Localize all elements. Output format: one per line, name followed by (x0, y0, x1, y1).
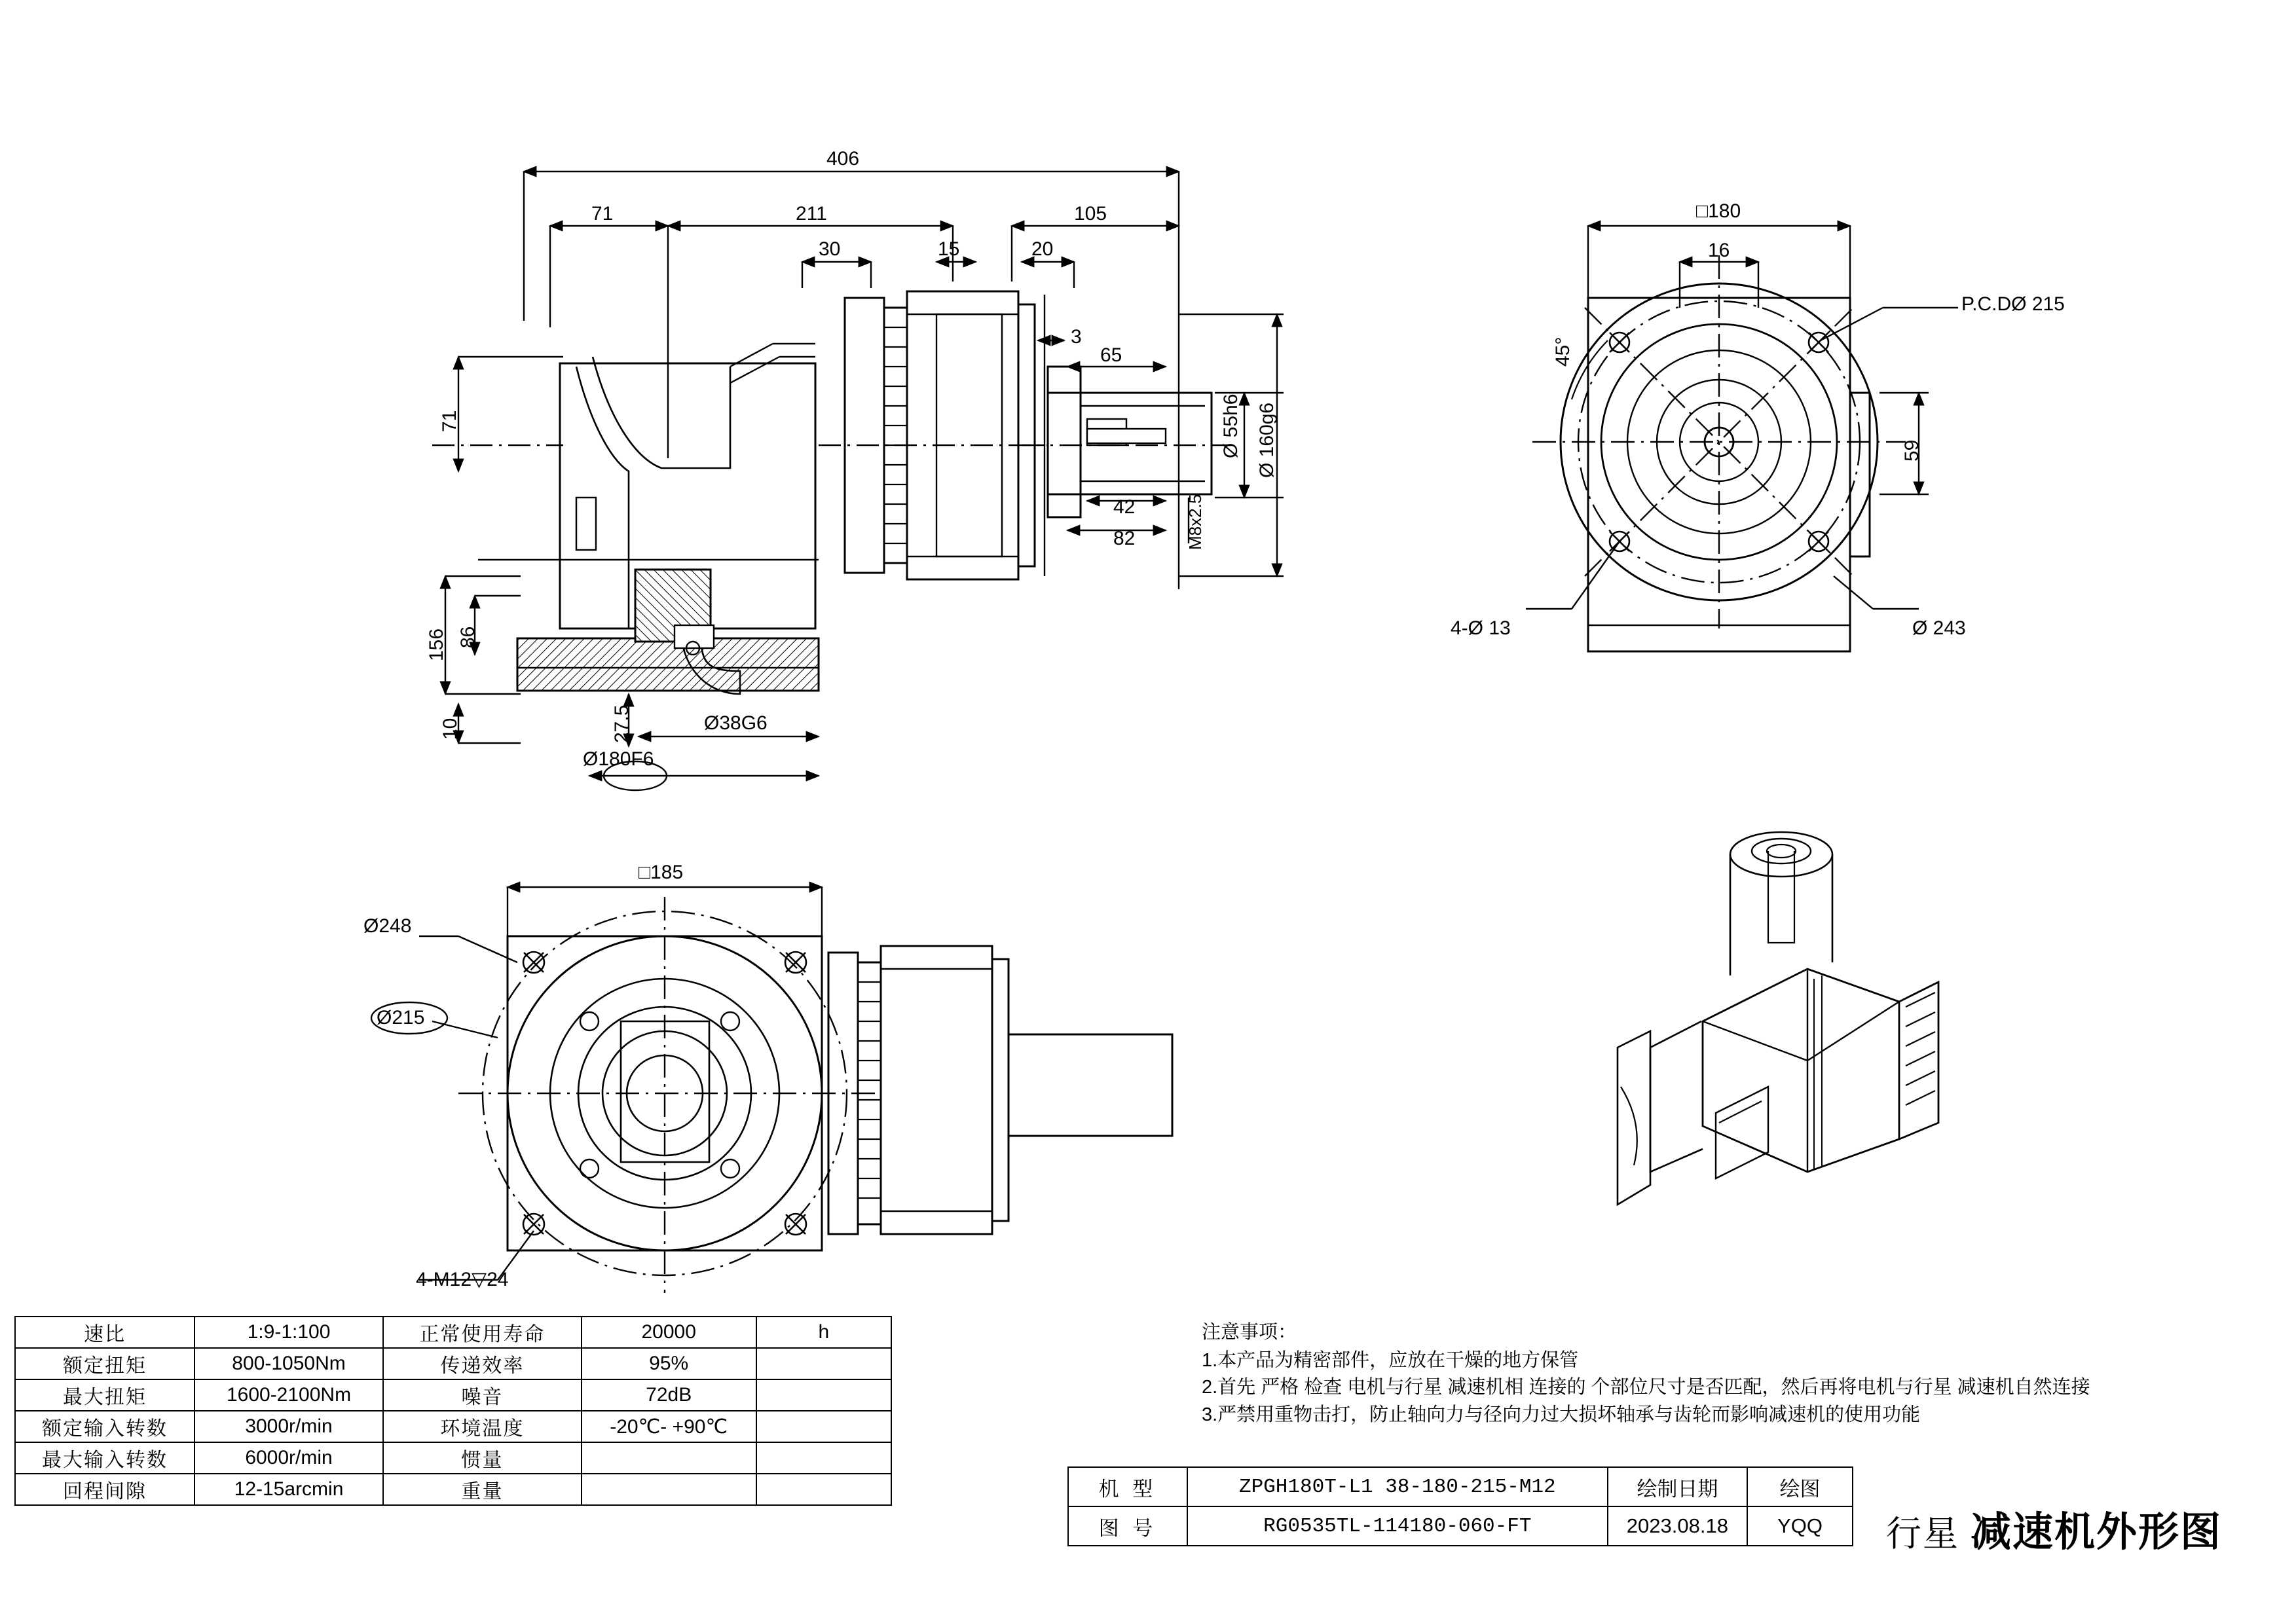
dim-55h6: Ø 55h6 (1220, 393, 1242, 458)
spec-unit (756, 1442, 891, 1474)
spec-key: 速比 (15, 1317, 194, 1348)
view-flange (371, 887, 1172, 1293)
spec-value: 800-1050Nm (194, 1348, 383, 1379)
dim-3: 3 (1071, 326, 1082, 348)
dim-248: Ø248 (363, 915, 412, 937)
spec-value2 (582, 1442, 756, 1474)
dim-211: 211 (796, 203, 827, 225)
dim-16: 16 (1708, 240, 1730, 261)
dim-30: 30 (819, 238, 841, 260)
spec-key2: 环境温度 (383, 1411, 582, 1442)
view-end-face (1526, 226, 1958, 651)
spec-value2: 72dB (582, 1379, 756, 1411)
spec-value: 1600-2100Nm (194, 1379, 383, 1411)
spec-unit (756, 1348, 891, 1379)
spec-value: 6000r/min (194, 1442, 383, 1474)
spec-key2: 正常使用寿命 (383, 1317, 582, 1348)
spec-value: 1:9-1:100 (194, 1317, 383, 1348)
dim-15: 15 (938, 238, 960, 260)
dim-59: 59 (1901, 439, 1923, 462)
notes-block (1202, 1319, 2282, 1429)
model-label: 机 型 (1068, 1467, 1187, 1506)
dim-243: Ø 243 (1912, 617, 1966, 639)
spec-unit (756, 1379, 891, 1411)
table-row (15, 1348, 891, 1379)
dim-86: 86 (457, 626, 479, 648)
dim-pcd-215: P.C.DØ 215 (1961, 293, 2065, 315)
spec-key2: 惯量 (383, 1442, 582, 1474)
spec-key: 最大扭矩 (15, 1379, 194, 1411)
dim-160g6: Ø 160g6 (1256, 402, 1278, 478)
note-item-2: 2.首先 严格 检查 电机与行星 减速机相 连接的 个部位尺寸是否匹配，然后再将电机与行星 减速机自然连接 (1202, 1377, 2090, 1398)
spec-key: 额定扭矩 (15, 1348, 194, 1379)
spec-value2: 95% (582, 1348, 756, 1379)
note-item-1: 1.本产品为精密部件，应放在干燥的地方保管 (1202, 1350, 1579, 1372)
dim-156: 156 (426, 628, 447, 661)
spec-key: 最大输入转数 (15, 1442, 194, 1474)
spec-table (14, 1316, 892, 1506)
sheet-title-main: 减速机外形图 (1971, 1510, 2223, 1555)
dim-71-left: 71 (439, 410, 460, 432)
dim-M8x2-5: M8x2.5 (1185, 494, 1205, 550)
table-row (15, 1317, 891, 1348)
dim-82: 82 (1113, 528, 1136, 549)
table-row (15, 1442, 891, 1474)
spec-key: 额定输入转数 (15, 1411, 194, 1442)
view-side-section (432, 172, 1284, 790)
spec-key2: 重量 (383, 1474, 582, 1505)
view-isometric (1618, 832, 1938, 1205)
dim-10: 10 (439, 718, 461, 740)
dim-45deg: 45° (1552, 337, 1574, 367)
notes-title: 注意事项： (1202, 1322, 1297, 1343)
spec-key2: 噪音 (383, 1379, 582, 1411)
model-value: ZPGH180T-L1 38-180-215-M12 (1187, 1467, 1608, 1506)
dim-42: 42 (1113, 496, 1136, 518)
shaft-detail (1022, 295, 1284, 576)
dim-71-top: 71 (591, 203, 614, 225)
table-row (15, 1474, 891, 1505)
date-value: 2023.08.18 (1608, 1506, 1747, 1546)
table-row (15, 1379, 891, 1411)
sheet-title (1886, 1499, 2222, 1557)
spec-unit: h (756, 1317, 891, 1348)
dim-27-5: 27.5 (611, 704, 633, 743)
dim-215: Ø215 (377, 1007, 425, 1029)
dim-square-185: □185 (639, 862, 684, 883)
dim-406: 406 (826, 148, 860, 170)
dim-180F6: Ø180F6 (583, 748, 654, 770)
spec-key2: 传递效率 (383, 1348, 582, 1379)
date-label: 绘制日期 (1608, 1467, 1747, 1506)
spec-value2 (582, 1474, 756, 1505)
title-block-row-drawing-no (1068, 1506, 1853, 1546)
spec-unit (756, 1474, 891, 1505)
title-block (1067, 1466, 1853, 1546)
dim-square-180: □180 (1696, 200, 1741, 222)
title-block-row-model (1068, 1467, 1853, 1506)
dim-65: 65 (1100, 344, 1122, 366)
sheet-title-prefix: 行星 (1886, 1514, 1971, 1554)
drawing-no-value: RG0535TL-114180-060-FT (1187, 1506, 1608, 1546)
dim-20: 20 (1031, 238, 1054, 260)
dim-105: 105 (1074, 203, 1107, 225)
drawing-no-label: 图 号 (1068, 1506, 1187, 1546)
drawer-label: 绘图 (1747, 1467, 1853, 1506)
spec-value: 12-15arcmin (194, 1474, 383, 1505)
dim-4xD13: 4-Ø 13 (1451, 617, 1511, 639)
dim-4xM12: 4-M12▽24 (416, 1269, 509, 1290)
note-item-3: 3.严禁用重物击打，防止轴向力与径向力过大损坏轴承与齿轮而影响减速机的使用功能 (1202, 1404, 1921, 1425)
table-row (15, 1411, 891, 1442)
spec-value2: -20℃- +90℃ (582, 1411, 756, 1442)
spec-value2: 20000 (582, 1317, 756, 1348)
spec-unit (756, 1411, 891, 1442)
drawer-value: YQQ (1747, 1506, 1853, 1546)
spec-key: 回程间隙 (15, 1474, 194, 1505)
spec-value: 3000r/min (194, 1411, 383, 1442)
dim-38G6: Ø38G6 (704, 712, 768, 734)
